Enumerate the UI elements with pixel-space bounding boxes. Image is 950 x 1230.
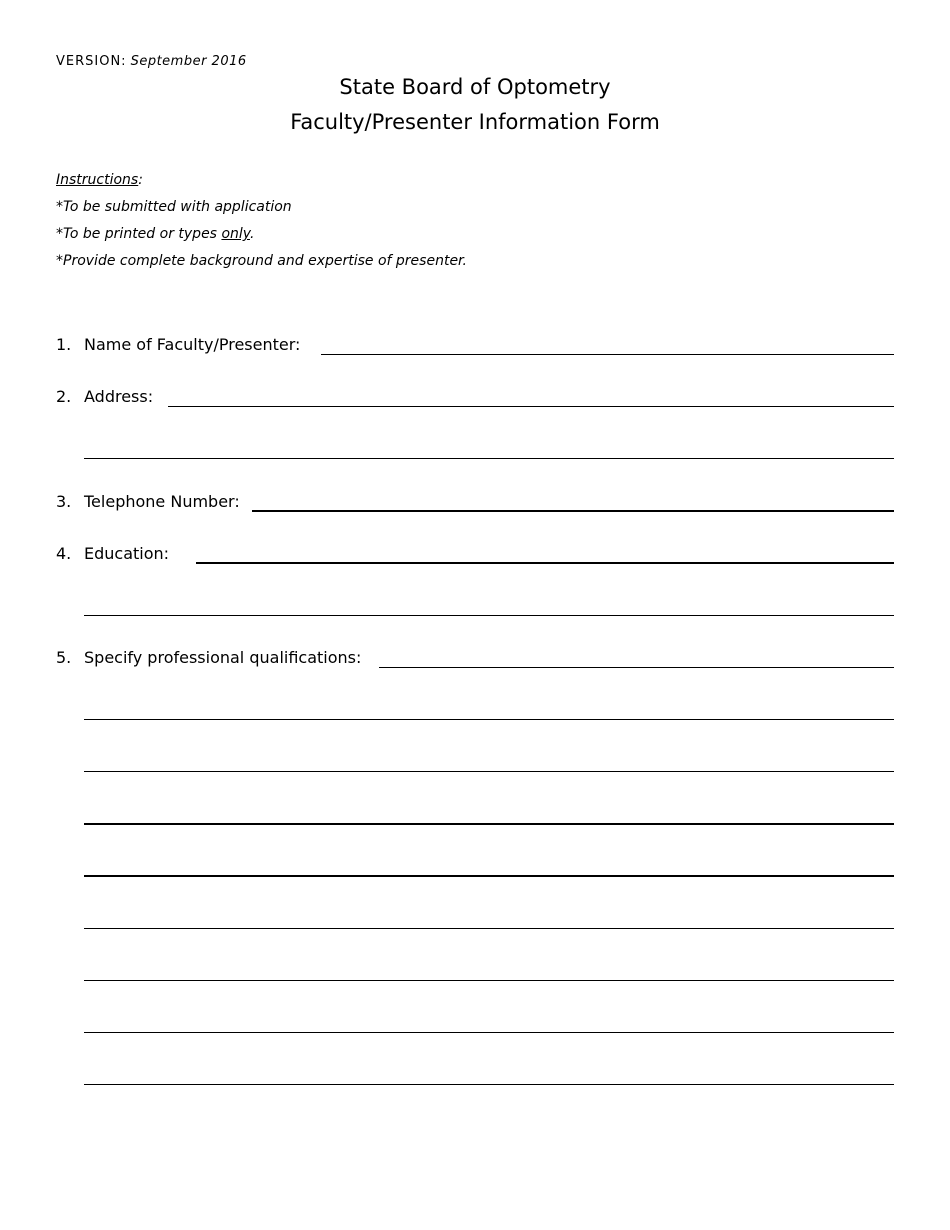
field-2-number: 2. (56, 387, 72, 406)
education-field-line-1[interactable] (196, 562, 894, 564)
qualifications-field-line-9[interactable] (84, 1084, 894, 1085)
field-2-label: Address: (84, 387, 154, 406)
qualifications-field-line-4[interactable] (84, 823, 894, 825)
instruction-item-2-emphasis: only (221, 226, 250, 242)
version-date: September 2016 (130, 54, 247, 69)
qualifications-field-line-1[interactable] (379, 667, 894, 668)
field-5-number: 5. (56, 648, 72, 667)
qualifications-field-line-5[interactable] (84, 875, 894, 877)
name-field[interactable] (321, 354, 894, 355)
form-title: Faculty/Presenter Information Form (290, 110, 660, 134)
field-3-number: 3. (56, 492, 72, 511)
telephone-field[interactable] (252, 510, 894, 512)
qualifications-field-line-7[interactable] (84, 980, 894, 981)
instructions-heading-text: Instructions (56, 172, 139, 188)
instruction-item-2-suffix: . (249, 226, 255, 242)
field-5-label: Specify professional qualifications: (84, 648, 362, 667)
instruction-item-1: *To be submitted with application (56, 199, 292, 215)
field-4-label: Education: (84, 544, 170, 563)
version-line (56, 54, 247, 69)
instruction-item-2 (56, 226, 254, 242)
instructions-heading-colon: : (138, 172, 143, 188)
qualifications-field-line-3[interactable] (84, 771, 894, 772)
qualifications-field-line-2[interactable] (84, 719, 894, 720)
field-1-number: 1. (56, 335, 72, 354)
address-field-line-2[interactable] (84, 458, 894, 459)
instructions-heading (56, 172, 143, 188)
field-3-label: Telephone Number: (84, 492, 240, 511)
page-title: State Board of Optometry (339, 75, 611, 99)
qualifications-field-line-6[interactable] (84, 928, 894, 929)
address-field-line-1[interactable] (168, 406, 894, 407)
education-field-line-2[interactable] (84, 615, 894, 616)
field-1-label: Name of Faculty/Presenter: (84, 335, 301, 354)
version-label: VERSION: (56, 54, 127, 69)
field-4-number: 4. (56, 544, 72, 563)
instruction-item-3: *Provide complete background and expertise of presenter. (56, 253, 467, 269)
qualifications-field-line-8[interactable] (84, 1032, 894, 1033)
instruction-item-2-prefix: *To be printed or types (56, 226, 222, 242)
